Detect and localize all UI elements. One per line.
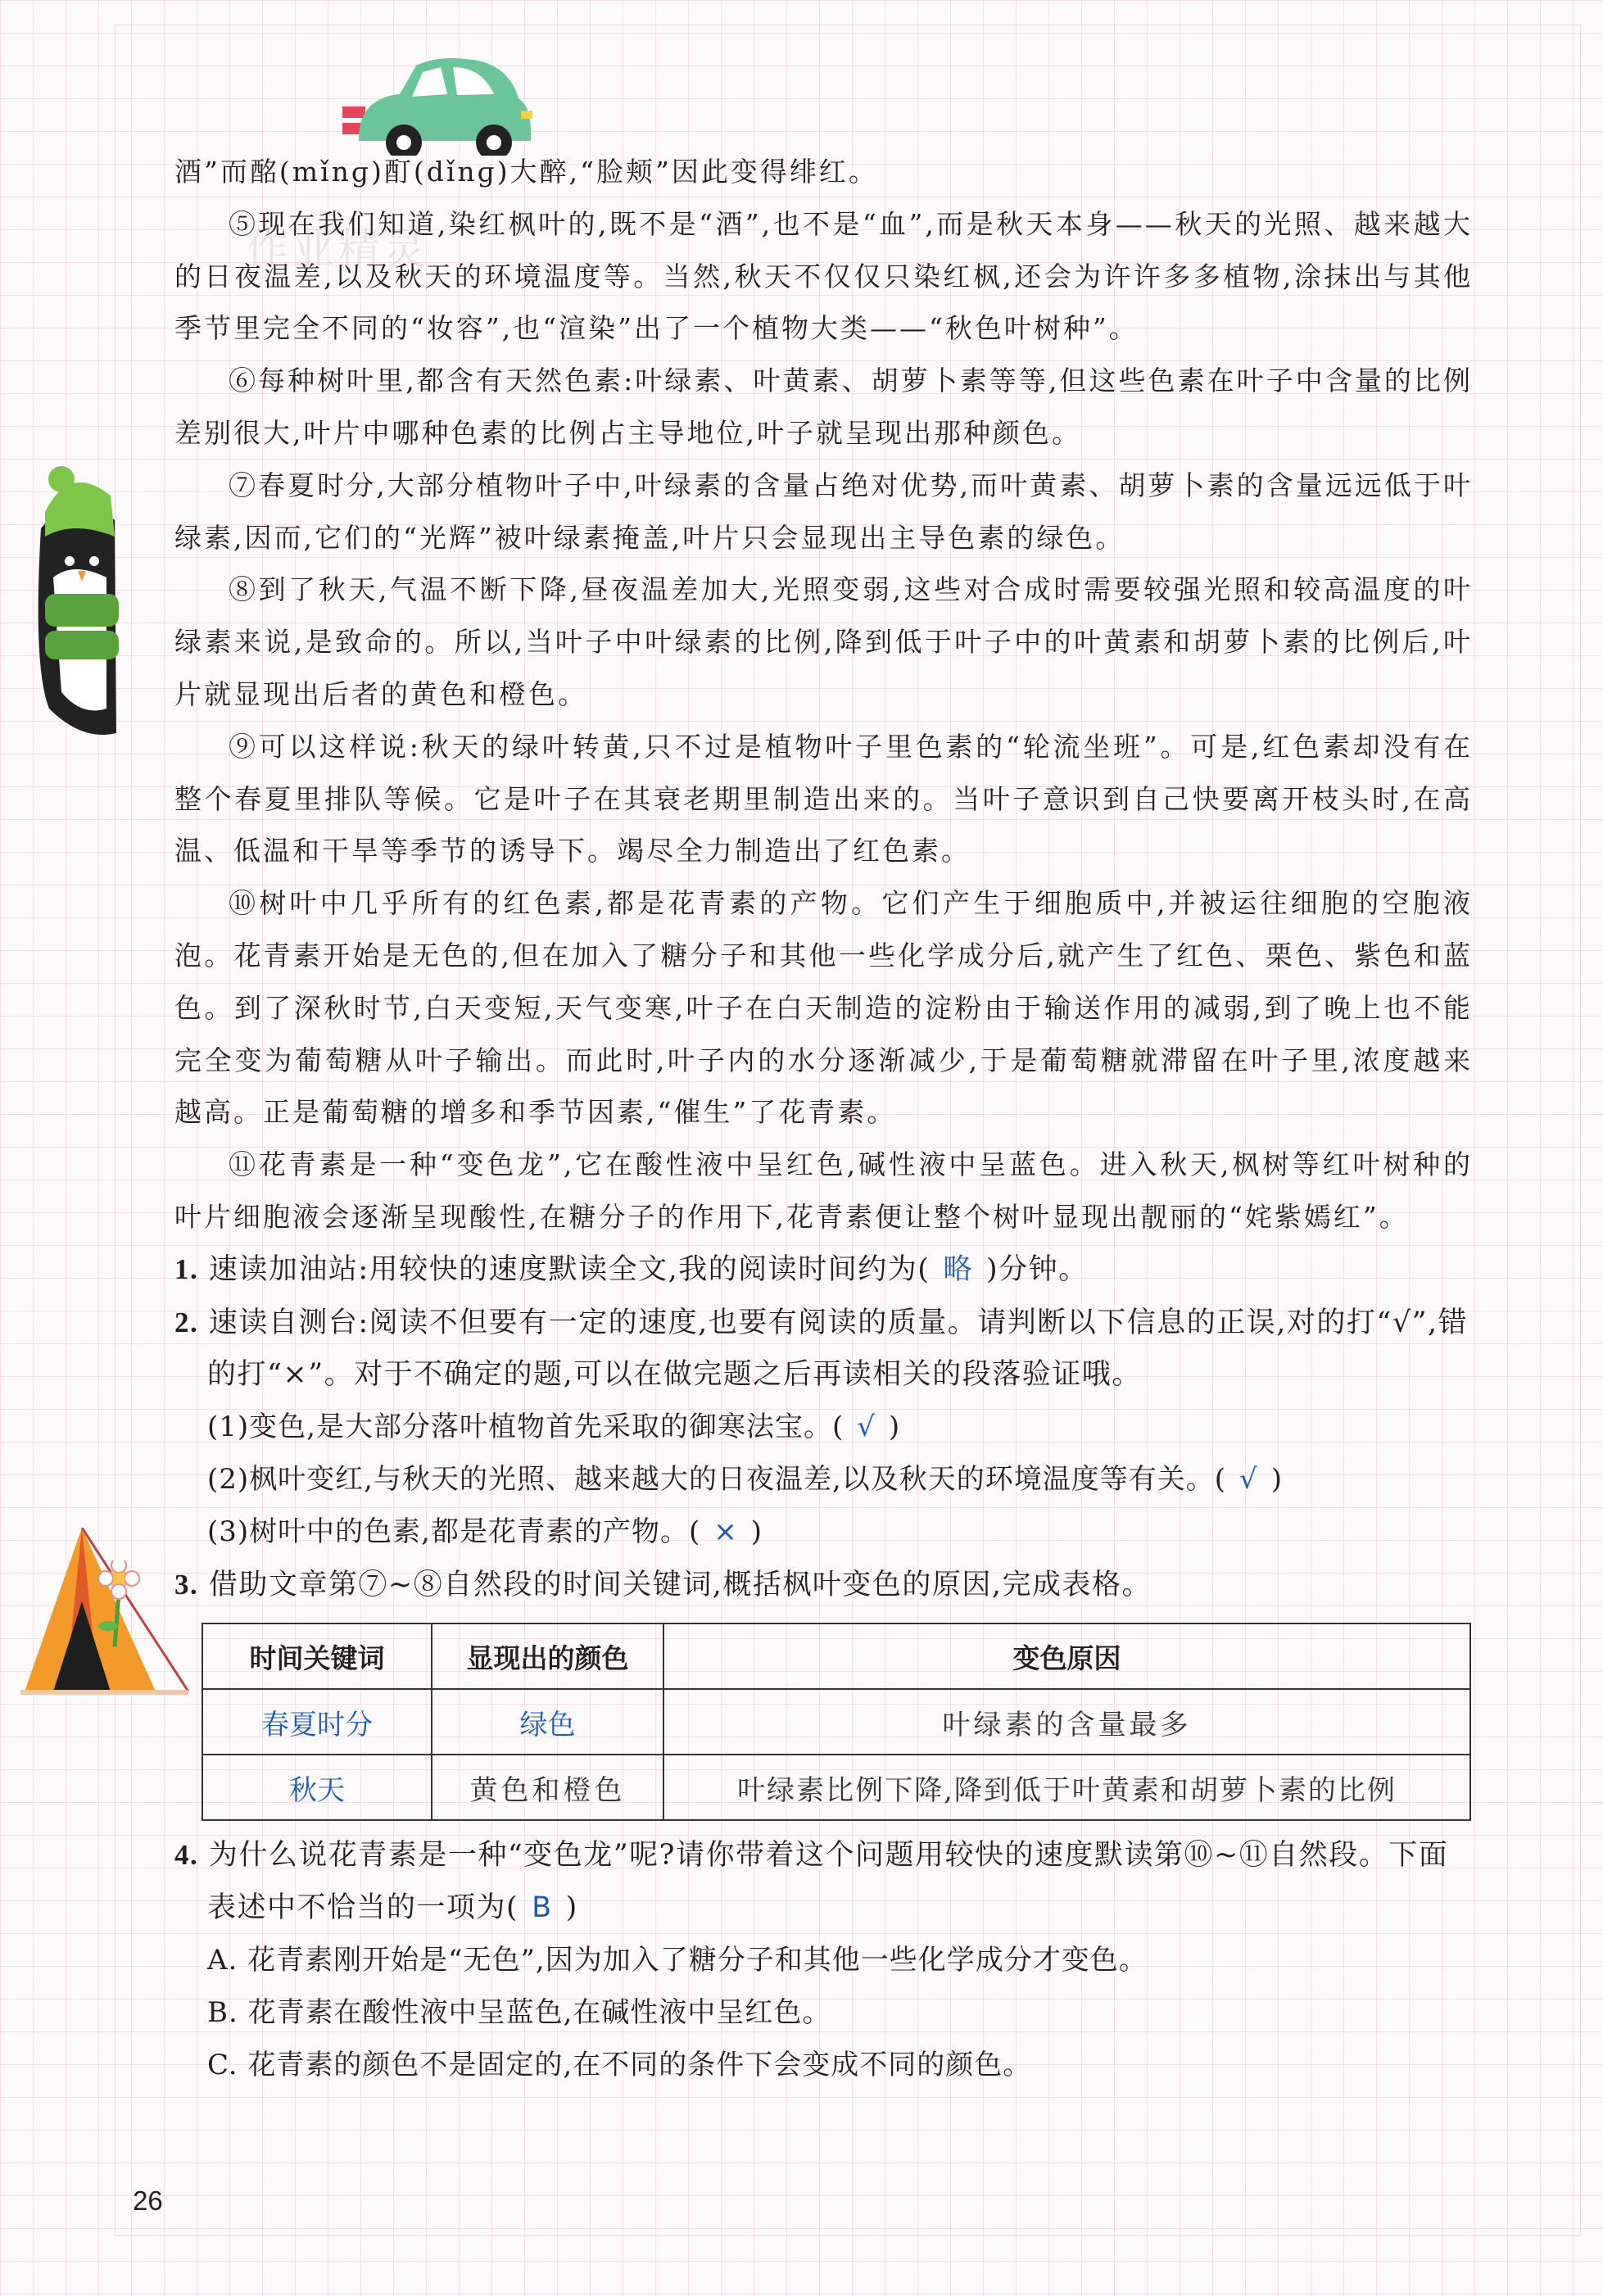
- judgement-item: [174, 1454, 1473, 1506]
- table-header: 变色原因: [663, 1624, 1470, 1689]
- table-row: [202, 1755, 1470, 1820]
- judgement-text: (1)变色,是大部分落叶植物首先采取的御寒法宝。(: [207, 1411, 845, 1444]
- page-content: [174, 146, 1473, 2091]
- paragraph-9: ⑨可以这样说:秋天的绿叶转黄,只不过是植物叶子里色素的“轮流坐班”。可是,红色素却没有在整个春夏里排队等候。它是叶子在其衰老期里制造出来的。当叶子意识到自己快要离开枝头时,在高温、低温和干旱等季节的诱导下。竭尽全力制造出了红色素。: [174, 730, 1473, 867]
- question-text: 借助文章第⑦~⑧自然段的时间关键词,概括枫叶变色的原因,完成表格。: [208, 1568, 1152, 1601]
- table-cell: 叶绿素的含量最多: [663, 1689, 1470, 1755]
- judgement-close: ): [1270, 1462, 1283, 1496]
- question-2: [174, 1297, 1473, 1402]
- paragraph-4-tail: 酒”而酩(mǐnɡ)酊(dǐnɡ)大醉,“脸颊”因此变得绯红。: [174, 156, 878, 188]
- paragraph-6: ⑥每种树叶里,都含有天然色素:叶绿素、叶黄素、胡萝卜素等等,但这些色素在叶子中含量的比例差别很大,叶片中哪种色素的比例占主导地位,叶子就呈现出那种颜色。: [174, 365, 1473, 449]
- color-change-table: [202, 1623, 1471, 1821]
- paragraph-5: ⑤现在我们知道,染红枫叶的,既不是“酒”,也不是“血”,而是秋天本身——秋天的光照、越来越大的日夜温差,以及秋天的环境温度等。当然,秋天不仅仅只染红枫,还会为许许多多植物,涂抹出与其他季节里完全不同的“妆容”,也“渲染”出了一个植物大类——“秋色叶树种”。: [174, 207, 1473, 345]
- paragraph-11: ⑪花青素是一种“变色龙”,它在酸性液中呈红色,碱性液中呈蓝色。进入秋天,枫树等红叶树种的叶片细胞液会逐渐呈现酸性,在糖分子的作用下,花青素便让整个树叶显现出靓丽的“姹紫嫣红”。: [174, 1148, 1473, 1233]
- flower-icon: [90, 1560, 147, 1651]
- question-number: 3.: [174, 1568, 199, 1601]
- paragraph-7: ⑦春夏时分,大部分植物叶子中,叶绿素的含量占绝对优势,而叶黄素、胡萝卜素的含量远远低于叶绿素,因而,它们的“光辉”被叶绿素掩盖,叶片只会显现出主导色素的绿色。: [174, 469, 1473, 554]
- judgement-text: (2)枫叶变红,与秋天的光照、越来越大的日夜温差,以及秋天的环境温度等有关。(: [207, 1462, 1227, 1496]
- question-text: 速读加油站:用较快的速度默读全文,我的阅读时间约为(: [208, 1252, 931, 1286]
- table-cell-answer[interactable]: 春夏时分: [202, 1689, 432, 1755]
- page-number: 26: [133, 2185, 163, 2216]
- answer-field[interactable]: ×: [713, 1515, 738, 1548]
- judgement-close: ): [750, 1515, 763, 1548]
- option-c: C. 花青素的颜色不是固定的,在不同的条件下会变成不同的颜色。: [207, 2048, 1032, 2081]
- table-header: 显现出的颜色: [432, 1624, 663, 1689]
- question-4: [174, 1829, 1473, 1935]
- question-1: [174, 1243, 1473, 1297]
- answer-field[interactable]: 略: [943, 1252, 973, 1286]
- option-b: B. 花青素在酸性液中呈蓝色,在碱性液中呈红色。: [207, 1995, 831, 2029]
- table-cell: 黄色和橙色: [432, 1755, 663, 1820]
- judgement-item: [174, 1402, 1473, 1454]
- table-cell-answer[interactable]: 秋天: [202, 1755, 432, 1820]
- table-cell: 叶绿素比例下降,降到低于叶黄素和胡萝卜素的比例: [663, 1755, 1470, 1820]
- judgement-text: (3)树叶中的色素,都是花青素的产物。(: [207, 1515, 701, 1548]
- option-a: A. 花青素刚开始是“无色”,因为加入了糖分子和其他一些化学成分才变色。: [207, 1943, 1148, 1977]
- judgement-close: ): [888, 1411, 901, 1444]
- question-3: [174, 1559, 1473, 1612]
- table-header: 时间关键词: [202, 1624, 432, 1689]
- answer-field[interactable]: √: [857, 1411, 876, 1444]
- answer-field[interactable]: √: [1239, 1462, 1258, 1496]
- answer-field[interactable]: B: [532, 1891, 553, 1925]
- table-row: [202, 1689, 1470, 1755]
- question-number: 1.: [174, 1252, 199, 1285]
- paragraph-10: ⑩树叶中几乎所有的红色素,都是花青素的产物。它们产生于细胞质中,并被运往细胞的空胞液泡。花青素开始是无色的,但在加入了糖分子和其他一些化学成分后,就产生了红色、栗色、紫色和蓝色。到了深秋时节,白天变短,天气变寒,叶子在白天制造的淀粉由于输送作用的减弱,到了晚上也不能完全变为葡萄糖从叶子输出。而此时,叶子内的水分逐渐减少,于是葡萄糖就滞留在叶子里,浓度越来越高。正是葡萄糖的增多和季节因素,“催生”了花青素。: [174, 887, 1473, 1129]
- question-text: 速读自测台:阅读不但要有一定的速度,也要有阅读的质量。请判断以下信息的正误,对的打“√”,错的打“×”。对于不确定的题,可以在做完题之后再读相关的段落验证哦。: [207, 1306, 1469, 1392]
- table-header-row: [202, 1624, 1470, 1689]
- question-number: 2.: [174, 1306, 199, 1338]
- penguin-icon: [25, 463, 127, 741]
- question-number: 4.: [174, 1839, 199, 1872]
- question-text: 为什么说花青素是一种“变色龙”呢?请你带着这个问题用较快的速度默读第⑩~⑪自然段。下面表述中不恰当的一项为(: [207, 1839, 1449, 1925]
- question-text-end: )分钟。: [985, 1252, 1089, 1286]
- question-text-end: ): [565, 1891, 578, 1925]
- car-icon: [326, 49, 539, 156]
- paragraph-8: ⑧到了秋天,气温不断下降,昼夜温差加大,光照变弱,这些对合成时需要较强光照和较高温度的叶绿素来说,是致命的。所以,当叶子中叶绿素的比例,降到低于叶子中的叶黄素和胡萝卜素的比例后,叶片就显现出后者的黄色和橙色。: [174, 573, 1473, 710]
- watermark: 作业精灵: [246, 225, 430, 274]
- judgement-item: [174, 1506, 1473, 1559]
- table-cell-answer[interactable]: 绿色: [432, 1689, 663, 1755]
